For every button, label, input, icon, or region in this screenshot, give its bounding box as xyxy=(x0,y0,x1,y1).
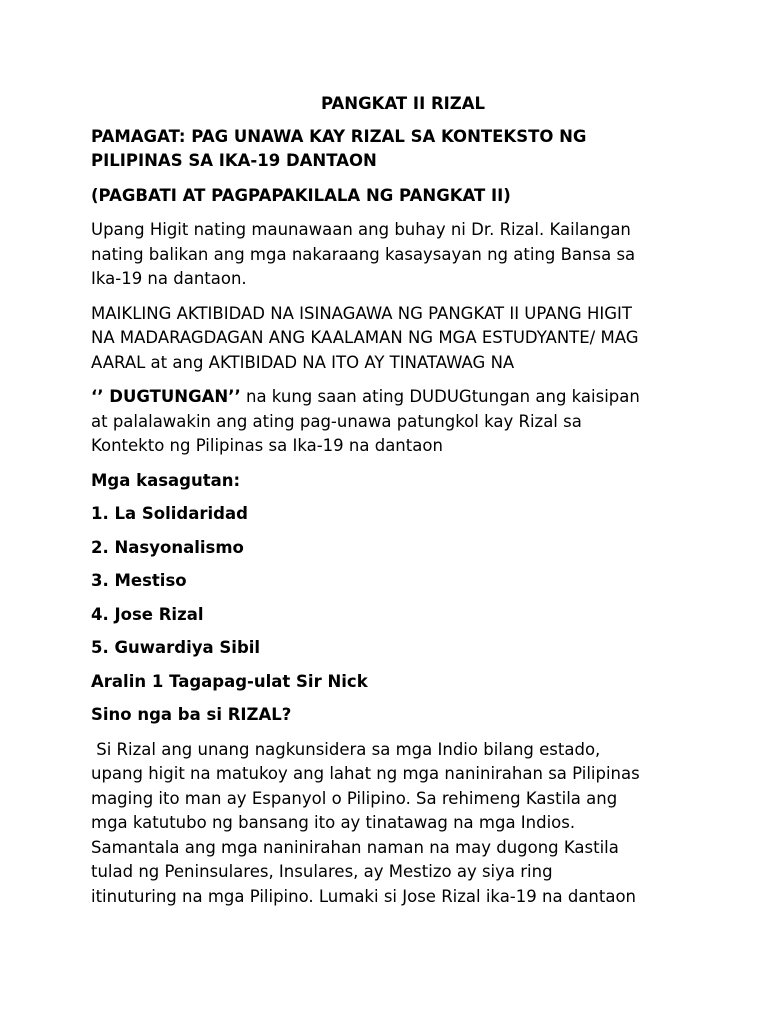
pamagat-line-1: PAMAGAT: PAG UNAWA KAY RIZAL SA KONTEKSTO NG xyxy=(91,126,587,146)
aktibidad-paragraph xyxy=(91,302,691,376)
intro-line-1: Upang Higit nating maunawaan ang buhay ni Dr. Rizal. Kailangan xyxy=(91,220,631,239)
body-line-6: tulad ng Peninsulares, Insulares, ay Mestizo ay siya ring xyxy=(91,862,553,881)
dugtungan-term: ‘’ DUGTUNGAN’’ xyxy=(91,387,241,406)
kasagutan-heading: Mga kasagutan: xyxy=(91,470,241,490)
answer-item-2: 2. Nasyonalismo xyxy=(91,537,244,557)
pamagat-line-2: PILIPINAS SA IKA-19 DANTAON xyxy=(91,151,377,170)
pagbati-heading: (PAGBATI AT PAGPAPAKILALA NG PANGKAT II) xyxy=(91,185,511,205)
intro-line-2: nating balikan ang mga nakaraang kasaysayan ng ating Bansa sa xyxy=(91,244,636,264)
aralin-heading: Aralin 1 Tagapag-ulat Sir Nick xyxy=(91,671,368,691)
answer-item-4: 4. Jose Rizal xyxy=(91,604,204,624)
body-line-7: itinuturing na mga Pilipino. Lumaki si Jose Rizal ika-19 na dantaon xyxy=(91,886,636,906)
intro-line-3: Ika-19 na dantaon. xyxy=(91,269,247,288)
aktibidad-line-3: AARAL at ang AKTIBIDAD NA ITO AY TINATAWAG NA xyxy=(91,352,515,372)
body-line-3: maging ito man ay Espanyol o Pilipino. Sa rehimeng Kastila ang xyxy=(91,788,618,808)
body-line-4: mga katutubo ng bansang ito ay tinatawag na mga Indios. xyxy=(91,813,576,832)
document-title: PANGKAT II RIZAL xyxy=(320,94,486,113)
answer-item-1: 1. La Solidaridad xyxy=(91,504,248,523)
document-page xyxy=(91,92,691,919)
body-line-1: Si Rizal ang unang nagkunsidera sa mga Indio bilang estado, xyxy=(91,739,601,759)
dugtungan-line-1: na kung saan ating DUDUGtungan ang kaisipan xyxy=(240,387,640,406)
intro-paragraph xyxy=(91,218,691,292)
pamagat-heading xyxy=(91,125,691,174)
body-line-5: Samantala ang mga naninirahan naman na may dugong Kastila xyxy=(91,837,619,857)
body-line-2: upang higit na matukoy ang lahat ng mga naninirahan sa Pilipinas xyxy=(91,764,640,783)
dugtungan-paragraph xyxy=(91,385,691,459)
dugtungan-line-2: at palalawakin ang ating pag-unawa patungkol kay Rizal sa xyxy=(91,411,582,431)
answer-item-3: 3. Mestiso xyxy=(91,571,187,590)
aktibidad-line-1: MAIKLING AKTIBIDAD NA ISINAGAWA NG PANGKAT II UPANG HIGIT xyxy=(91,303,632,323)
body-paragraph xyxy=(91,738,691,910)
answer-item-5: 5. Guwardiya Sibil xyxy=(91,638,261,657)
dugtungan-line-3: Kontekto ng Pilipinas sa Ika-19 na dantaon xyxy=(91,436,443,455)
aktibidad-line-2: NA MADARAGDAGAN ANG KAALAMAN NG MGA ESTUDYANTE/ MAG xyxy=(91,328,639,347)
sino-heading: Sino nga ba si RIZAL? xyxy=(91,705,292,724)
